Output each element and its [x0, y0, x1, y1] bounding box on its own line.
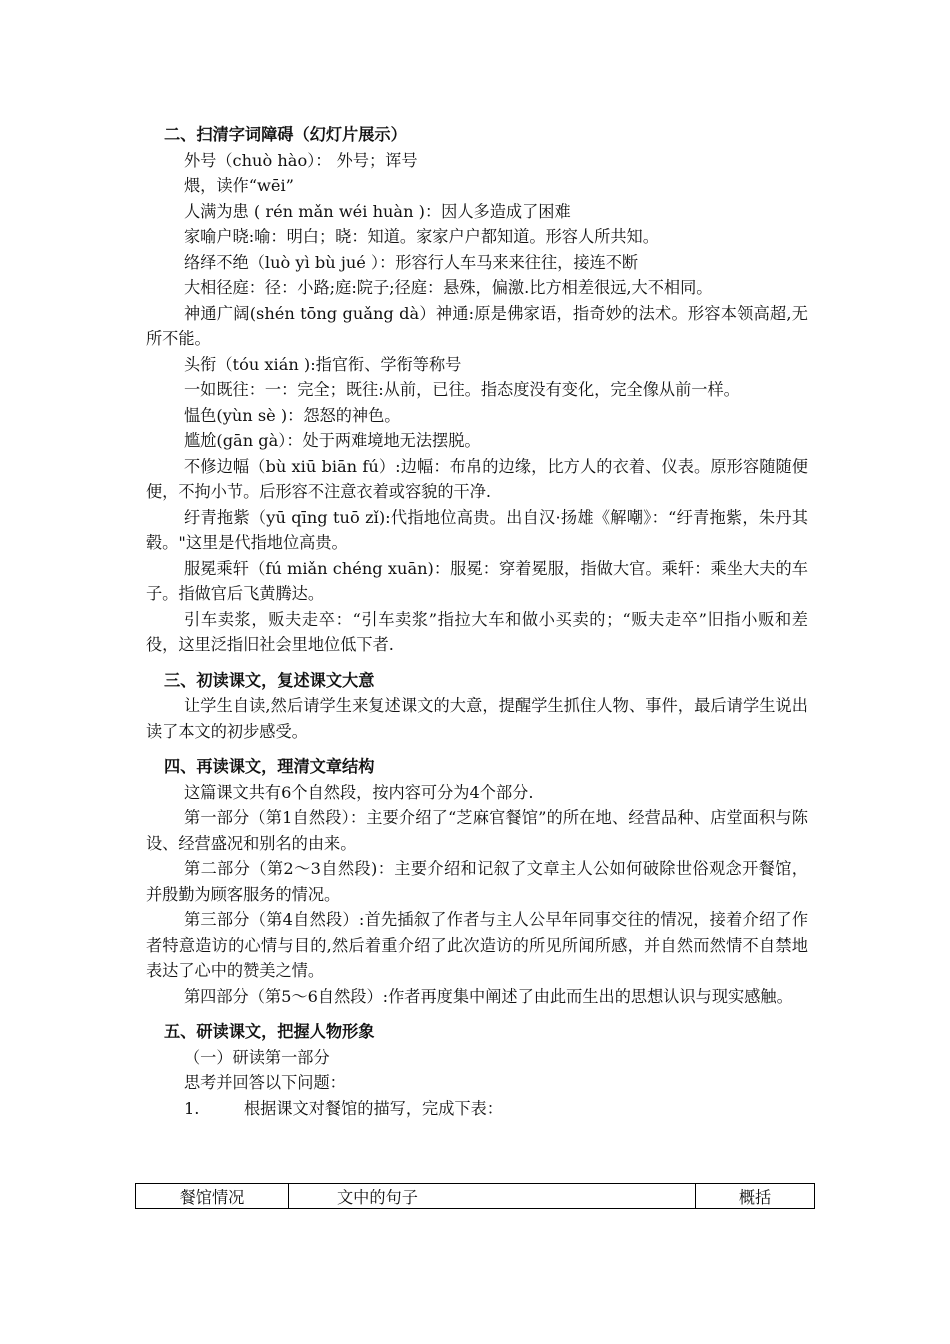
vocab-item: 头衔（tóu xián ):指官衔、学衔等称号 — [184, 354, 462, 374]
section-heading-4: 四、再读课文，理清文章结构 — [164, 757, 375, 776]
paragraph: 第三部分（第4自然段）:首先插叙了作者与主人公早年同事交往的情况，接着介绍了作者特意造访的心情与目的,然后着重介绍了此次造访的所见所闻所感，并自然而然情不自禁地表达了心中的赞美之情。 — [146, 910, 808, 980]
vocab-item: 大相径庭：径：小路;庭:院子;径庭：悬殊，偏激.比方相差很远,大不相同。 — [184, 278, 713, 297]
table-header-cell: 概括 — [696, 1184, 815, 1209]
question-text: 根据课文对餐馆的描写，完成下表： — [244, 1098, 503, 1118]
vocab-item: 引车卖浆，贩夫走卒：“引车卖浆”指拉大车和做小买卖的；“贩夫走卒”旧指小贩和差役，这里泛指旧社会里地位低下者. — [146, 609, 808, 654]
vocab-item: 不修边幅（bù xiū biān fú）:边幅：布帛的边缘，比方人的衣着、仪表。原形容随随便便，不拘小节。后形容不注意衣着或容貌的干净. — [146, 456, 808, 501]
table-header-row — [136, 1184, 815, 1209]
paragraph: 让学生自读,然后请学生来复述课文的大意，提醒学生抓住人物、事件，最后请学生说出读了本文的初步感受。 — [146, 696, 808, 741]
vocab-item: 人满为患 ( rén mǎn wéi huàn )：因人多造成了困难 — [184, 201, 571, 221]
vocab-item: 煨，读作“wēi” — [184, 176, 294, 195]
vocab-item: 一如既往：一：完全；既往:从前，已往。指态度没有变化，完全像从前一样。 — [184, 380, 740, 399]
paragraph: 第四部分（第5～6自然段）:作者再度集中阐述了由此而生出的思想认识与现实感触。 — [184, 986, 793, 1006]
document-body — [146, 122, 808, 1121]
subheading: （一）研读第一部分 — [184, 1047, 330, 1067]
vocab-item: 尴尬(gān gà）：处于两难境地无法摆脱。 — [184, 431, 481, 450]
table-header-cell: 餐馆情况 — [136, 1184, 289, 1209]
vocab-item: 纡青拖紫（yū qīng tuō zǐ):代指地位高贵。出自汉·扬雄《解嘲》：“纡青拖紫，朱丹其毂。"这里是代指地位高贵。 — [146, 507, 808, 552]
paragraph: 这篇课文共有6个自然段，按内容可分为4个部分. — [184, 782, 534, 802]
paragraph: 第二部分（第2～3自然段)：主要介绍和记叙了文章主人公如何破除世俗观念开餐馆，并殷勤为顾客服务的情况。 — [146, 859, 808, 904]
vocab-item: 外号（chuò hào）： 外号；诨号 — [184, 150, 418, 170]
paragraph: 第一部分（第1自然段）：主要介绍了“芝麻官餐馆”的所在地、经营品种、店堂面积与陈设、经营盛况和别名的由来。 — [146, 808, 808, 853]
table-header-cell: 文中的句子 — [289, 1184, 696, 1209]
vocab-item: 神通广阔(shén tōng guǎng dà）神通:原是佛家语，指奇妙的法术。形容本领高超,无所不能。 — [146, 303, 808, 348]
vocab-item: 家喻户晓:喻：明白；晓：知道。家家户户都知道。形容人所共知。 — [184, 227, 659, 246]
section-heading-3: 三、初读课文，复述课文大意 — [164, 670, 375, 690]
vocab-item: 愠色(yùn sè )：怨怒的神色。 — [184, 405, 401, 425]
vocab-item: 络绎不绝（luò yì bù jué ）：形容行人车马来来往往，接连不断 — [184, 252, 639, 272]
vocabulary-list — [146, 148, 808, 658]
section-heading-2: 二、扫清字词障碍（幻灯片展示） — [164, 125, 407, 144]
question-number: 1. — [184, 1098, 200, 1118]
vocab-item: 服冕乘轩（fú miǎn chéng xuān)：服冕：穿着冕服，指做大官。乘轩：乘坐大夫的车子。指做官后飞黄腾达。 — [146, 558, 808, 603]
section-heading-5: 五、研读课文，把握人物形象 — [164, 1022, 375, 1041]
restaurant-table — [135, 1183, 815, 1209]
question-1 — [146, 1096, 808, 1122]
prompt-text: 思考并回答以下问题： — [184, 1073, 346, 1092]
